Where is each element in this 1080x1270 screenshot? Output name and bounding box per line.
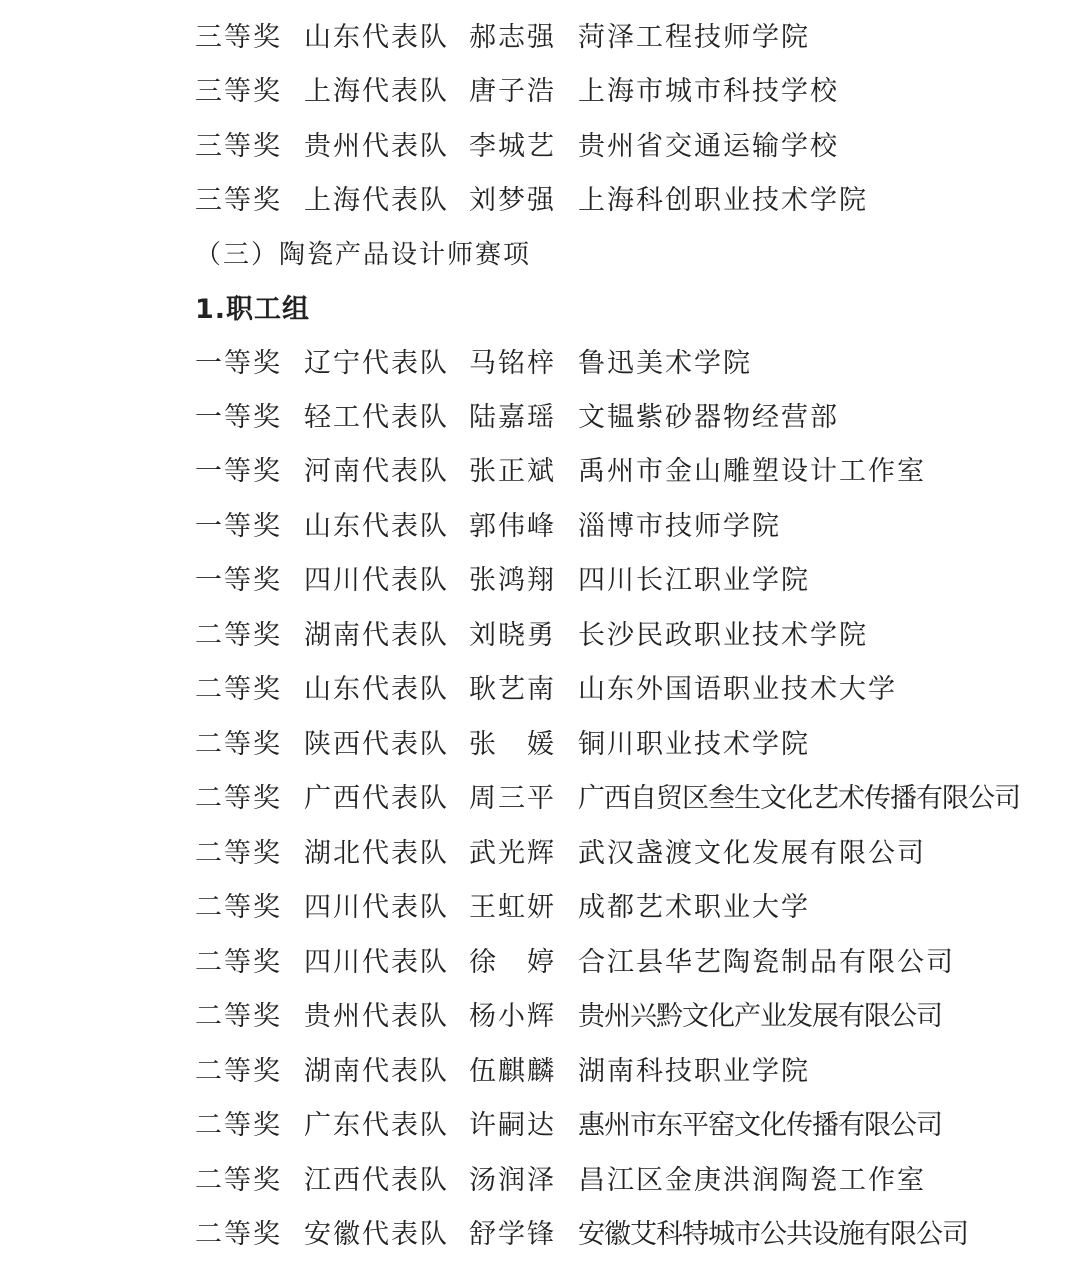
award-level: 二等奖	[195, 620, 282, 651]
organization: 广西自贸区叁生文化艺术传播有限公司	[578, 783, 1020, 814]
organization: 安徽艾科特城市公共设施有限公司	[578, 1219, 968, 1250]
award-row	[0, 1208, 1080, 1262]
award-row	[0, 1099, 1080, 1153]
award-row	[0, 174, 1080, 228]
person-name: 刘晓勇	[469, 620, 556, 651]
award-row	[0, 663, 1080, 717]
organization: 成都艺术职业大学	[578, 892, 810, 923]
team-name: 河南代表队	[304, 456, 449, 487]
award-row	[0, 827, 1080, 881]
award-level: 二等奖	[195, 1165, 282, 1196]
person-name: 唐子浩	[469, 76, 556, 107]
award-row	[0, 337, 1080, 391]
award-level: 一等奖	[195, 511, 282, 542]
group-title: 1.职工组	[195, 294, 311, 325]
organization: 铜川职业技术学院	[578, 729, 810, 760]
organization: 淄博市技师学院	[578, 511, 781, 542]
team-name: 安徽代表队	[304, 1219, 449, 1250]
organization: 上海科创职业技术学院	[578, 185, 868, 216]
team-name: 上海代表队	[304, 185, 449, 216]
person-name: 徐 婷	[469, 947, 556, 978]
organization: 合江县华艺陶瓷制品有限公司	[578, 947, 955, 978]
person-name: 陆嘉瑶	[469, 402, 556, 433]
award-level: 一等奖	[195, 348, 282, 379]
team-name: 湖北代表队	[304, 838, 449, 869]
award-row	[0, 445, 1080, 499]
person-name: 武光辉	[469, 838, 556, 869]
person-name: 张 媛	[469, 729, 556, 760]
award-row	[0, 1045, 1080, 1099]
team-name: 江西代表队	[304, 1165, 449, 1196]
award-level: 一等奖	[195, 456, 282, 487]
person-name: 张正斌	[469, 456, 556, 487]
team-name: 四川代表队	[304, 565, 449, 596]
award-level: 二等奖	[195, 729, 282, 760]
award-level: 二等奖	[195, 783, 282, 814]
team-name: 山东代表队	[304, 22, 449, 53]
award-row	[0, 881, 1080, 935]
organization: 四川长江职业学院	[578, 565, 810, 596]
person-name: 耿艺南	[469, 674, 556, 705]
award-row	[0, 772, 1080, 826]
award-level: 二等奖	[195, 892, 282, 923]
award-level: 三等奖	[195, 22, 282, 53]
organization: 长沙民政职业技术学院	[578, 620, 868, 651]
organization: 菏泽工程技师学院	[578, 22, 810, 53]
person-name: 许嗣达	[469, 1110, 556, 1141]
award-level: 二等奖	[195, 1110, 282, 1141]
person-name: 郭伟峰	[469, 511, 556, 542]
team-name: 广西代表队	[304, 783, 449, 814]
team-name: 陕西代表队	[304, 729, 449, 760]
award-row	[0, 65, 1080, 119]
team-name: 轻工代表队	[304, 402, 449, 433]
award-row	[0, 1154, 1080, 1208]
award-row	[0, 391, 1080, 445]
team-name: 山东代表队	[304, 511, 449, 542]
organization: 鲁迅美术学院	[578, 348, 752, 379]
person-name: 郝志强	[469, 22, 556, 53]
section-title: （三）陶瓷产品设计师赛项	[195, 240, 532, 270]
person-name: 李城艺	[469, 131, 556, 162]
person-name: 汤润泽	[469, 1165, 556, 1196]
award-level: 一等奖	[195, 565, 282, 596]
team-name: 四川代表队	[304, 947, 449, 978]
award-row	[0, 990, 1080, 1044]
organization: 惠州市东平窑文化传播有限公司	[578, 1110, 942, 1141]
person-name: 杨小辉	[469, 1001, 556, 1032]
award-row	[0, 120, 1080, 174]
person-name: 张鸿翔	[469, 565, 556, 596]
person-name: 舒学锋	[469, 1219, 556, 1250]
award-level: 二等奖	[195, 947, 282, 978]
organization: 山东外国语职业技术大学	[578, 674, 897, 705]
team-name: 广东代表队	[304, 1110, 449, 1141]
award-level: 二等奖	[195, 674, 282, 705]
award-level: 二等奖	[195, 1056, 282, 1087]
award-row	[0, 554, 1080, 608]
organization: 上海市城市科技学校	[578, 76, 839, 107]
award-row	[0, 500, 1080, 554]
organization: 贵州省交通运输学校	[578, 131, 839, 162]
team-name: 山东代表队	[304, 674, 449, 705]
team-name: 贵州代表队	[304, 131, 449, 162]
organization: 武汉盏渡文化发展有限公司	[578, 838, 926, 869]
organization: 湖南科技职业学院	[578, 1056, 810, 1087]
award-level: 二等奖	[195, 838, 282, 869]
award-level: 三等奖	[195, 185, 282, 216]
person-name: 马铭梓	[469, 348, 556, 379]
person-name: 伍麒麟	[469, 1056, 556, 1087]
person-name: 刘梦强	[469, 185, 556, 216]
award-level: 一等奖	[195, 402, 282, 433]
award-row	[0, 718, 1080, 772]
team-name: 湖南代表队	[304, 620, 449, 651]
award-row	[0, 11, 1080, 65]
organization: 贵州兴黔文化产业发展有限公司	[578, 1001, 942, 1032]
award-level: 二等奖	[195, 1219, 282, 1250]
award-row	[0, 609, 1080, 663]
award-row	[0, 936, 1080, 990]
team-name: 辽宁代表队	[304, 348, 449, 379]
team-name: 湖南代表队	[304, 1056, 449, 1087]
award-level: 三等奖	[195, 131, 282, 162]
organization: 文韫紫砂器物经营部	[578, 402, 839, 433]
organization: 禹州市金山雕塑设计工作室	[578, 456, 926, 487]
award-level: 二等奖	[195, 1001, 282, 1032]
person-name: 王虹妍	[469, 892, 556, 923]
team-name: 四川代表队	[304, 892, 449, 923]
organization: 昌江区金庚洪润陶瓷工作室	[578, 1165, 926, 1196]
team-name: 上海代表队	[304, 76, 449, 107]
team-name: 贵州代表队	[304, 1001, 449, 1032]
award-level: 三等奖	[195, 76, 282, 107]
person-name: 周三平	[469, 783, 556, 814]
